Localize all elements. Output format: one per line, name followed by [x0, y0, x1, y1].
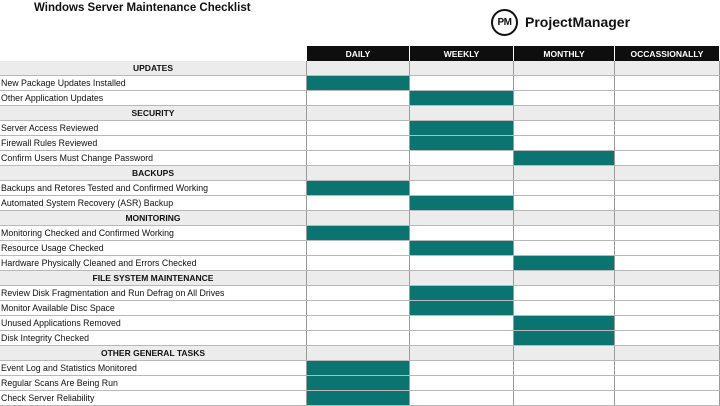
frequency-cell	[307, 151, 410, 165]
frequency-cell	[514, 61, 615, 75]
frequency-cell	[410, 211, 514, 225]
task-row	[0, 331, 720, 346]
frequency-cell	[307, 346, 410, 360]
task-row	[0, 301, 720, 316]
task-label: Server Access Reviewed	[0, 121, 307, 135]
column-header-occasionally: OCCASSIONALLY	[615, 46, 720, 61]
frequency-mark	[307, 76, 410, 90]
frequency-mark	[307, 361, 410, 375]
frequency-cell	[514, 211, 615, 225]
frequency-cell	[615, 61, 720, 75]
frequency-cell	[307, 331, 410, 345]
category-label: FILE SYSTEM MAINTENANCE	[0, 271, 307, 285]
frequency-cell	[514, 286, 615, 300]
task-row	[0, 361, 720, 376]
frequency-cell	[615, 106, 720, 120]
frequency-mark	[410, 121, 514, 135]
page-title: Windows Server Maintenance Checklist	[34, 2, 251, 14]
frequency-cell	[307, 256, 410, 270]
category-row	[0, 346, 720, 361]
frequency-cell	[514, 196, 615, 210]
frequency-cell	[410, 76, 514, 90]
frequency-cell	[514, 166, 615, 180]
frequency-cell	[410, 181, 514, 195]
category-row	[0, 106, 720, 121]
frequency-cell	[615, 76, 720, 90]
frequency-cell	[514, 181, 615, 195]
brand-name: ProjectManager	[525, 14, 631, 30]
frequency-cell	[615, 376, 720, 390]
frequency-cell	[410, 151, 514, 165]
task-label: Unused Applications Removed	[0, 316, 307, 330]
category-row	[0, 211, 720, 226]
frequency-cell	[410, 61, 514, 75]
frequency-cell	[615, 226, 720, 240]
frequency-cell	[514, 226, 615, 240]
frequency-cell	[307, 91, 410, 105]
frequency-cell	[514, 91, 615, 105]
frequency-cell	[514, 136, 615, 150]
frequency-cell	[307, 196, 410, 210]
frequency-cell	[410, 106, 514, 120]
frequency-header	[307, 46, 720, 61]
task-label: Disk Integrity Checked	[0, 331, 307, 345]
frequency-cell	[615, 241, 720, 255]
frequency-mark	[410, 301, 514, 315]
category-label: UPDATES	[0, 61, 307, 75]
frequency-cell	[307, 316, 410, 330]
frequency-mark	[410, 91, 514, 105]
frequency-mark	[514, 151, 615, 165]
column-header-monthly: MONTHLY	[514, 46, 615, 61]
frequency-cell	[514, 106, 615, 120]
pm-logo-icon: PM	[491, 9, 518, 36]
frequency-cell	[307, 61, 410, 75]
task-label: Check Server Reliability	[0, 391, 307, 405]
frequency-cell	[410, 331, 514, 345]
frequency-cell	[615, 166, 720, 180]
frequency-mark	[410, 196, 514, 210]
category-row	[0, 166, 720, 181]
task-label: Other Application Updates	[0, 91, 307, 105]
frequency-cell	[514, 271, 615, 285]
task-row	[0, 256, 720, 271]
frequency-cell	[410, 346, 514, 360]
frequency-cell	[307, 136, 410, 150]
frequency-cell	[615, 301, 720, 315]
frequency-cell	[514, 376, 615, 390]
frequency-cell	[615, 151, 720, 165]
task-row	[0, 391, 720, 406]
frequency-cell	[410, 226, 514, 240]
frequency-cell	[410, 376, 514, 390]
task-label: Regular Scans Are Being Run	[0, 376, 307, 390]
frequency-mark	[307, 391, 410, 405]
category-label: BACKUPS	[0, 166, 307, 180]
frequency-mark	[410, 286, 514, 300]
task-row	[0, 181, 720, 196]
frequency-mark	[514, 331, 615, 345]
frequency-cell	[307, 286, 410, 300]
column-header-daily: DAILY	[307, 46, 410, 61]
frequency-cell	[615, 136, 720, 150]
task-label: Backups and Retores Tested and Confirmed Working	[0, 181, 307, 195]
task-row	[0, 286, 720, 301]
frequency-mark	[307, 181, 410, 195]
category-label: SECURITY	[0, 106, 307, 120]
task-label: Monitor Available Disc Space	[0, 301, 307, 315]
column-header-weekly: WEEKLY	[410, 46, 514, 61]
frequency-cell	[615, 331, 720, 345]
frequency-cell	[615, 391, 720, 405]
task-row	[0, 91, 720, 106]
frequency-cell	[615, 316, 720, 330]
task-label: Review Disk Fragmentation and Run Defrag on All Drives	[0, 286, 307, 300]
frequency-cell	[514, 361, 615, 375]
frequency-mark	[307, 226, 410, 240]
task-label: Automated System Recovery (ASR) Backup	[0, 196, 307, 210]
frequency-cell	[307, 271, 410, 285]
task-row	[0, 316, 720, 331]
frequency-mark	[307, 376, 410, 390]
frequency-cell	[410, 271, 514, 285]
category-row	[0, 61, 720, 76]
task-label: Hardware Physically Cleaned and Errors Checked	[0, 256, 307, 270]
task-row	[0, 151, 720, 166]
frequency-cell	[615, 91, 720, 105]
task-label: Monitoring Checked and Confirmed Working	[0, 226, 307, 240]
frequency-cell	[615, 256, 720, 270]
frequency-cell	[307, 106, 410, 120]
category-row	[0, 271, 720, 286]
frequency-mark	[514, 316, 615, 330]
frequency-cell	[514, 301, 615, 315]
frequency-cell	[615, 121, 720, 135]
frequency-cell	[615, 271, 720, 285]
task-label: Confirm Users Must Change Password	[0, 151, 307, 165]
category-label: OTHER GENERAL TASKS	[0, 346, 307, 360]
frequency-mark	[410, 136, 514, 150]
frequency-cell	[410, 256, 514, 270]
frequency-cell	[514, 241, 615, 255]
frequency-cell	[410, 316, 514, 330]
frequency-cell	[514, 76, 615, 90]
task-row	[0, 226, 720, 241]
checklist-table	[0, 61, 720, 406]
frequency-cell	[615, 211, 720, 225]
frequency-mark	[514, 256, 615, 270]
frequency-cell	[615, 361, 720, 375]
task-label: Resource Usage Checked	[0, 241, 307, 255]
frequency-cell	[615, 196, 720, 210]
frequency-cell	[307, 301, 410, 315]
frequency-cell	[410, 391, 514, 405]
frequency-cell	[514, 346, 615, 360]
frequency-cell	[514, 121, 615, 135]
frequency-cell	[410, 166, 514, 180]
task-label: New Package Updates Installed	[0, 76, 307, 90]
frequency-cell	[307, 241, 410, 255]
task-row	[0, 121, 720, 136]
task-label: Firewall Rules Reviewed	[0, 136, 307, 150]
task-row	[0, 241, 720, 256]
frequency-cell	[307, 211, 410, 225]
task-row	[0, 196, 720, 211]
frequency-cell	[514, 391, 615, 405]
frequency-cell	[615, 346, 720, 360]
task-label: Event Log and Statistics Monitored	[0, 361, 307, 375]
frequency-cell	[615, 181, 720, 195]
frequency-cell	[307, 166, 410, 180]
frequency-mark	[410, 241, 514, 255]
task-row	[0, 76, 720, 91]
brand-logo	[491, 7, 630, 37]
category-label: MONITORING	[0, 211, 307, 225]
task-row	[0, 376, 720, 391]
task-row	[0, 136, 720, 151]
frequency-cell	[615, 286, 720, 300]
frequency-cell	[410, 361, 514, 375]
frequency-cell	[307, 121, 410, 135]
